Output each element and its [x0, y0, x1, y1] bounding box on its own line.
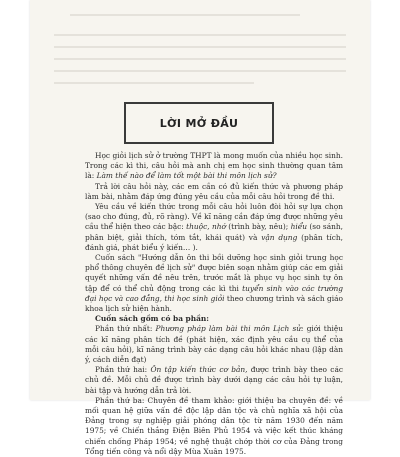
paragraph: [85, 202, 343, 253]
text-run: Học giỏi lịch sử ở trường THPT là mong muốn của nhiều học sinh. Trong các kì thi, câu hỏi mà anh chị em học sinh thường quan tâm là:: [85, 151, 343, 181]
text-run: Yêu cầu về kiến thức trong mỗi câu hỏi luôn đòi hỏi sự lựa chọn (sao cho đúng, đủ, rõ ràng). Về kĩ năng cần đáp ứng được những yêu cầu thể hiện theo các bậc:: [85, 202, 343, 232]
body-text: [85, 151, 343, 457]
italic-text: Làm thế nào để làm tốt một bài thi môn lịch sử?: [96, 171, 277, 181]
text-run: giới thiệu các kĩ năng phân tích đề (phát hiện, xác định yêu cầu cụ thể của mỗi câu hỏi), kĩ năng trình bày các dạng câu hỏi khác nhau (lập dàn ý, cách diễn đạt): [85, 324, 343, 365]
bleed-through-line: [54, 82, 254, 84]
italic-text: tuyển sinh vào các trường đại học và cao đẳng, thi học sinh giỏi: [85, 283, 343, 303]
italic-text: thuộc, nhớ: [186, 222, 226, 232]
paragraph: [85, 151, 343, 182]
bleed-through-line: [54, 70, 346, 72]
page-title: LỜI MỞ ĐẦU: [159, 116, 239, 130]
paragraph: [85, 182, 343, 202]
paragraph: [85, 365, 343, 396]
text-run: theo chương trình và sách giáo khoa lịch sử hiện hành.: [85, 293, 343, 314]
text-run: (so sánh, phân biệt, giải thích, tóm tắt, khái quát) và: [85, 222, 343, 242]
italic-text: vận dụng: [261, 232, 298, 242]
paragraph: [85, 324, 343, 365]
bleed-through-line: [54, 58, 346, 60]
text-run: Trả lời câu hỏi này, các em cần có đủ kiến thức và phương pháp làm bài, nhằm đáp ứng đúng yêu cầu của mỗi câu hỏi trong đề thi.: [85, 181, 343, 201]
italic-text: Ôn tập kiến thức cơ bản,: [150, 365, 248, 375]
bleed-through-line: [54, 34, 346, 36]
text-run: Phần thứ hai:: [95, 365, 151, 375]
text-run: Phần thứ nhất:: [95, 324, 156, 334]
text-run: Cuốn sách gồm có ba phần:: [95, 314, 209, 324]
paragraph: [85, 253, 343, 314]
text-run: Phần thứ ba: Chuyên đề tham khảo: giới thiệu ba chuyên đề: về mối quan hệ giữa vấn đề độc lập dân tộc và chủ nghĩa xã hội của Đảng trong sự nghiệp giải phóng dân tộc từ năm 1930 đến năm 1975; về Chiến thắng Điện Biên Phủ 1954 và việc kết thúc kháng chiến chống Pháp 1954; về nghệ thuật chớp thời cơ của Đảng trong Tổng tiến công và nổi dậy Mùa Xuân 1975.: [85, 395, 343, 456]
book-page: [30, 0, 370, 456]
paragraph: [85, 396, 343, 457]
section-heading: [85, 314, 343, 324]
italic-text: Phương pháp làm bài thi môn Lịch sử:: [155, 324, 304, 334]
page-title-box: [124, 102, 274, 144]
text-run: (trình bày, nêu);: [225, 222, 291, 232]
text-run: (phân tích, đánh giá, phát biểu ý kiến… ).: [85, 232, 343, 252]
bleed-through-line: [54, 46, 346, 48]
text-run: được trình bày theo các chủ đề. Mỗi chủ đề được trình bày dưới dạng các câu hỏi tự luận, bài tập và hướng dẫn trả lời.: [85, 365, 343, 395]
italic-text: hiểu: [290, 222, 308, 232]
bleed-through-line: [70, 14, 300, 16]
text-run: Cuốn sách "Hướng dẫn ôn thi bồi dưỡng học sinh giỏi trung học phổ thông chuyên đề lịch sử" được biên soạn nhằm giúp các em giải quyết những vấn đề nêu trên, trước mắt là phục vụ học sinh tự ôn tập để có thể chủ động trong các kì thi: [85, 253, 343, 293]
